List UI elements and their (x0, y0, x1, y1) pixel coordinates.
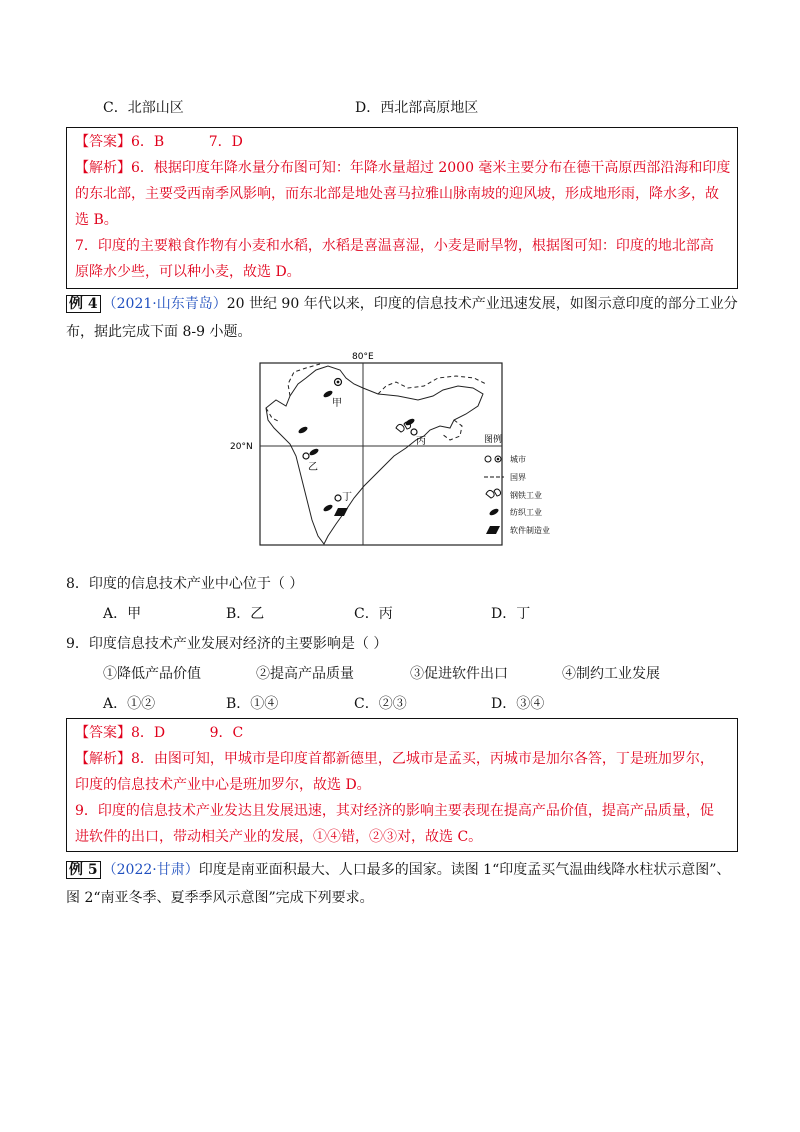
q8-option-d: D．丁 (491, 606, 531, 622)
example-source: （2021·山东青岛） (102, 296, 227, 312)
analysis-line: 选 B。 (75, 212, 118, 228)
q8-option-c: C．丙 (354, 606, 393, 622)
analysis-line: 【解析】8．由图可知，甲城市是印度首都新德里，乙城市是孟买，丙城市是加尔各答，丁是班加罗尔， (75, 751, 714, 767)
q7-option-d: D．西北部高原地区 (355, 100, 479, 116)
example-5-intro: 例 5 （2022·甘肃）印度是南亚面积最大、人口最多的国家。读图 1“印度孟买气温曲线降水柱状示意图”、 (66, 860, 730, 880)
q9-option-c: C．②③ (354, 696, 407, 712)
answer-label: 【答案】 (75, 725, 131, 741)
q7-option-c: C．北部山区 (103, 100, 184, 116)
example-5-intro-cont: 图 2“南亚冬季、夏季季风示意图”完成下列要求。 (66, 890, 374, 906)
city-label-ding: 丁 (342, 492, 352, 503)
analysis-line: 原降水少些，可以种小麦，故选 D。 (75, 264, 301, 280)
legend-textile: 纺织工业 (510, 508, 542, 517)
analysis-line: 【解析】6．根据印度年降水量分布图可知：年降水量超过 2000 毫米主要分布在德干高原西部沿海和印度 (75, 160, 731, 176)
example-tag: 例 4 (66, 295, 101, 313)
q9-statement-3: ③促进软件出口 (410, 666, 508, 682)
example-4-intro-cont: 布，据此完成下面 8-9 小题。 (66, 324, 252, 340)
answer-line (75, 723, 243, 743)
legend-title: 图例 (484, 435, 503, 445)
analysis-line: 的东北部，主要受西南季风影响，而东北部是地处喜马拉雅山脉南坡的迎风坡，形成地形雨，降水多，故 (75, 186, 719, 202)
analysis-label: 【解析】 (75, 160, 131, 176)
q9-stem: 9．印度信息技术产业发展对经济的主要影响是（ ） (66, 636, 388, 652)
q9-option-b: B．①④ (226, 696, 279, 712)
legend-city: 城市 (510, 455, 526, 464)
map-frame (260, 363, 502, 545)
answer-text: 8．D 9．C (131, 725, 244, 741)
q8-option-b: B．乙 (226, 606, 265, 622)
city-label-bing: 丙 (416, 436, 426, 447)
capital-dot (337, 381, 340, 384)
legend-steel: 钢铁工业 (510, 491, 542, 500)
answer-box-6-7 (66, 127, 738, 289)
city-marker (335, 495, 341, 501)
analysis-line: 进软件的出口，带动相关产业的发展，①④错，②③对，故选 C。 (75, 829, 483, 845)
lat-label: 20°N (230, 442, 253, 452)
analysis-line: 9．印度的信息技术产业发达且发展迅速，其对经济的影响主要表现在提高产品价值，提高产品质量，促 (75, 803, 714, 819)
example-tag: 例 5 (66, 861, 101, 879)
legend-border: 国界 (510, 473, 526, 482)
analysis-label: 【解析】 (75, 751, 131, 767)
example-4-intro: 例 4 （2021·山东青岛）20 世纪 90 年代以来，印度的信息技术产业迅速发展，如图示意印度的部分工业分 (66, 294, 738, 314)
q9-option-a: A．①② (103, 696, 156, 712)
q9-statement-2: ②提高产品质量 (256, 666, 354, 682)
analysis-line: 印度的信息技术产业中心是班加罗尔，故选 D。 (75, 777, 371, 793)
answer-label: 【答案】 (75, 134, 131, 150)
analysis-line: 7．印度的主要粮食作物有小麦和水稻，水稻是喜温喜湿，小麦是耐旱物，根据图可知：印度的地北部高 (75, 238, 714, 254)
answer-line (75, 132, 243, 152)
q8-option-a: A．甲 (103, 606, 142, 622)
city-marker (411, 429, 417, 435)
answer-box-8-9 (66, 718, 738, 852)
city-label-yi: 乙 (308, 462, 318, 473)
lon-label: 80°E (352, 352, 374, 362)
q9-statement-1: ①降低产品价值 (103, 666, 201, 682)
legend-software: 软件制造业 (510, 526, 550, 535)
city-marker (303, 453, 309, 459)
example-source: （2022·甘肃） (102, 862, 199, 878)
q8-stem: 8．印度的信息技术产业中心位于（ ） (66, 576, 304, 592)
city-label-jia: 甲 (332, 398, 342, 409)
q9-option-d: D．③④ (491, 696, 545, 712)
answer-text: 6．B 7．D (131, 134, 243, 150)
legend-city-icon (485, 456, 491, 462)
q9-statement-4: ④制约工业发展 (562, 666, 660, 682)
india-industry-map (228, 348, 574, 552)
